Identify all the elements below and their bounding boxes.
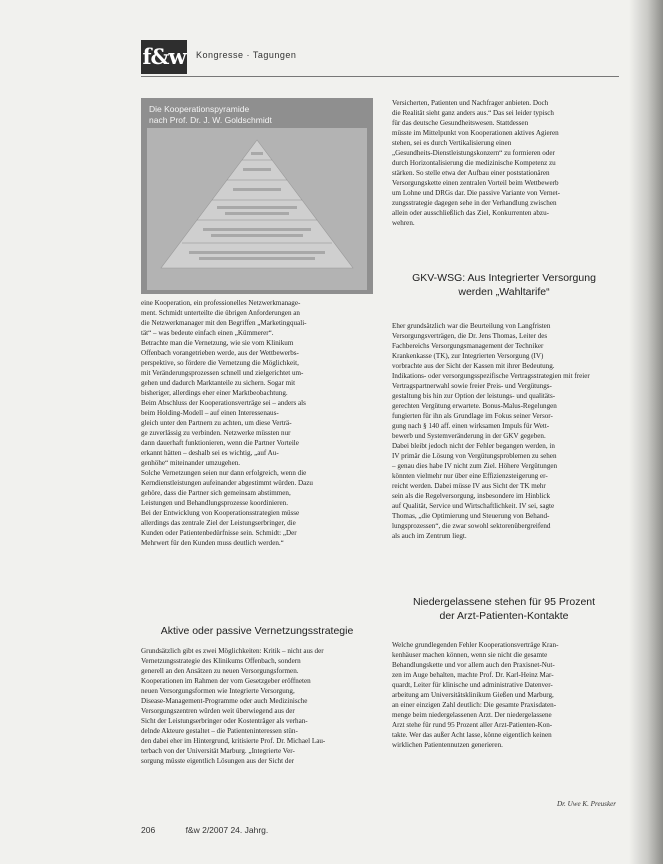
text-line: Versorgungszentren würden weit überwiegend aus der [141, 707, 295, 716]
text-line: „Gesundheits-Dienstleistungskonzern“ zu formieren oder [392, 149, 555, 158]
text-line: neuen Versorgungsformen wie Integrierte Versorgung, [141, 687, 295, 696]
subheading-niedergelassene: Niedergelassene stehen für 95 Prozent der Arzt-Patienten-Kontakte [412, 596, 596, 622]
text-line: vorbrachte aus der Sicht der Kassen mit ihrer Bedeutung. [392, 362, 555, 371]
text-line: Offenbach vorangetrieben werde, aus der Wettbewerbs- [141, 349, 299, 358]
text-line: perspektive, so fördere die Vernetzung die Möglichkeit, [141, 359, 299, 368]
text-line: allerdings das zentrale Ziel der Leistungserbringer, die [141, 519, 296, 528]
text-line: Solche Vernetzungen seien nur dann erfolgreich, wenn die [141, 469, 307, 478]
journal-issue: f&w 2/2007 24. Jahrg. [185, 825, 269, 835]
text-line: Dabei bleibt jedoch nicht der Fehler begangen werden, in [392, 442, 555, 451]
right-column-top-text [392, 98, 616, 228]
text-line: bewerb und Systemveränderung in der GKV gegeben. [392, 432, 546, 441]
header-divider [141, 76, 619, 77]
text-line: Mehrwert für den Kunden muss deutlich werden.“ [141, 539, 284, 548]
text-line: arbeitung am Universitätsklinikum Gießen und Marburg, [392, 691, 554, 700]
text-line: delnde Akteure gestaltet – die Patienteninteressen stün- [141, 727, 298, 736]
text-line: lungsprozessen“, die zwar sowohl sektorenübergreifend [392, 522, 551, 531]
text-line: Beim Abschluss der Kooperationsverträge sei – anders als [141, 399, 306, 408]
text-line: kenhäuser machen können, wenn sie nicht die gesamte [392, 651, 548, 660]
text-line: – genau dies habe IV nicht zum Ziel. Höhere Vergütungen [392, 462, 558, 471]
text-line: gehöre, dass die Partner sich gemeinsam abstimmen, [141, 489, 291, 498]
text-line: Versorgungsverträgen, die Dr. Jens Thomas, Leiter des [392, 332, 548, 341]
text-line: auf Qualität, Service und Wirtschaftlichkeit. IV sei, sagte [392, 502, 555, 511]
text-line: Disease-Management-Programme oder auch Medizinische [141, 697, 308, 706]
text-line: quardt, Leiter für klinische und administrative Datenver- [392, 681, 553, 690]
text-line: Vernetzungsstrategie des Klinikums Offenbach, sondern [141, 657, 301, 666]
text-line: Krankenkasse (TK), zur Integrierten Versorgung (IV) [392, 352, 544, 361]
text-line: gerechten Vergütung erwartete. Bonus-Malus-Regelungen [392, 402, 557, 411]
text-line: erkannt hätten – deshalb sei es wichtig, „auf Au- [141, 449, 279, 458]
text-line: ment. Schmidt unterteilte die übrigen Anforderungen an [141, 309, 300, 318]
text-line: für das deutsche Gesundheitswesen. Stattdessen [392, 119, 529, 128]
text-line: generell an den Ansätzen zu neuen Versorgungsformen. [141, 667, 299, 676]
text-line: Kerndienstleistungen aufeinander abgestimmt würden. Dazu [141, 479, 313, 488]
cooperation-pyramid-figure [141, 98, 373, 294]
text-line: Sicht der Leistungserbringer oder Kostenträger als verhan- [141, 717, 308, 726]
text-line: Thomas, „die Optimierung und Steuerung von Behand- [392, 512, 550, 521]
text-line: Behandlungskette und vor allem auch den Praxisnet-Nut- [392, 661, 555, 670]
text-line: Eher grundsätzlich war die Beurteilung von Langfristen [392, 322, 551, 330]
text-line: Leistungen und Behandlungsprozesse koordinieren. [141, 499, 288, 508]
text-line: Bei der Entwicklung von Kooperationsstrategien müsse [141, 509, 300, 518]
left-column-bottom-text [141, 646, 373, 766]
text-line: die Netzwerkmanager mit den Begriffen „Marketingquali- [141, 319, 307, 328]
text-line: gleich unter den Partnern zu achten, um diese Verträ- [141, 419, 292, 428]
text-line: fungierten für ihn als Grundlage im Fokus seiner Versor- [392, 412, 553, 421]
page-shadow [629, 0, 663, 864]
text-line: zen im Auge behalten, machte Prof. Dr. Karl-Heinz Mar- [392, 671, 554, 680]
text-line: beim Holding-Modell – auf einen Interessenaus- [141, 409, 279, 418]
text-line: Vertragspartnerwahl sowie freier Preis- und Vergütungs- [392, 382, 552, 391]
text-line: müsste im Mittelpunkt von Kooperationen aktives Agieren [392, 129, 559, 138]
subheading-gkv-wsg: GKV-WSG: Aus Integrierter Versorgung werden „Wahltarife“ [412, 272, 596, 298]
text-line: Kunden oder Patientenbedürfnisse sein. Schmidt: „Der [141, 529, 297, 538]
text-line: Arzt stehe für rund 95 Prozent aller Arzt-Patienten-Kon- [392, 721, 553, 730]
page-number: 206 [141, 825, 156, 835]
text-line: stärken. So stelle etwa der Aufbau einer poststationären [392, 169, 550, 178]
text-line: allein oder ausschließlich das Ziel, Konkurrenten abzu- [392, 209, 549, 218]
text-line: Welche grundlegenden Fehler Kooperationsverträge Kran- [392, 641, 559, 649]
text-line: terbach von der Universität Marburg. „Integrierte Ver- [141, 747, 295, 756]
text-line: Betrachte man die Vernetzung, wie sie vom Klinikum [141, 339, 294, 348]
text-line: menge beim niedergelassenen Arzt. Der niedergelassene [392, 711, 552, 720]
text-line: sein als die Regelversorgung, insbesondere im Hinblick [392, 492, 551, 501]
text-line: stehen, sei es durch Vertikalisierung einen [392, 139, 512, 148]
text-line: ge zuverlässig zu verbinden. Netzwerke müssten nur [141, 429, 291, 438]
text-line: takte. Wer das außer Acht lasse, könne eigentlich keinen [392, 731, 552, 740]
text-line: genhöhe“ miteinander umzugehen. [141, 459, 241, 468]
text-line: reicht werden. Dabei müsse IV aus Sicht der TK mehr [392, 482, 546, 491]
text-line: mit Veränderungsprozessen schnell und zielgerichtet um- [141, 369, 304, 378]
text-line: eine Kooperation, ein professionelles Netzwerkmanage- [141, 299, 301, 307]
text-line: durch Horizontalisierung die medizinische Kompetenz zu [392, 159, 556, 168]
text-line: dann dauerhaft funktionieren, wenn die Partner Vorteile [141, 439, 299, 448]
page-footer [141, 825, 296, 835]
text-line: um Lohne und DRGs dar. Die passive Variante von Vernet- [392, 189, 560, 198]
text-line: gestaltung bis hin zur Option der leistungs- und qualitäts- [392, 392, 556, 401]
text-line: wirklichen Patientennutzen generieren. [392, 741, 503, 750]
text-line: wehren. [392, 219, 415, 228]
text-line: könnten vielmehr nur über eine Effizienzsteigerung er- [392, 472, 548, 481]
text-line: Grundsätzlich gibt es zwei Möglichkeiten: Kritik – nicht aus der [141, 647, 324, 655]
text-line: tät“ – was bedeute einfach einen „Kümmerer“. [141, 329, 274, 338]
subheading-active-passive: Aktive oder passive Vernetzungsstrategie [160, 625, 354, 637]
text-line: gung nach § 140 aff. einen wirksamen Impuls für Wett- [392, 422, 550, 431]
text-line: sorgung müsste eigentlich Lösungen aus der Sicht der [141, 757, 294, 766]
text-line: Fachbereichs Versorgungsmanagement der Techniker [392, 342, 544, 351]
pyramid-graphic [141, 98, 373, 294]
text-line: Versicherten, Patienten und Nachfrager anbieten. Doch [392, 99, 549, 107]
right-column-bottom-text [392, 640, 616, 750]
text-line: Kooperationen im Rahmen der vom Gesetzgeber eröffneten [141, 677, 311, 686]
text-line: die Realität sieht ganz anders aus.“ Das sei leider typisch [392, 109, 554, 118]
figure-title: Die Kooperationspyramide nach Prof. Dr. J. W. Goldschmidt [149, 104, 272, 125]
left-column-top-text [141, 298, 373, 548]
text-line: gehen und dadurch Marktanteile zu sichern. Sogar mit [141, 379, 296, 388]
right-column-middle-text [392, 321, 616, 541]
text-line: bisheriger, allerdings eher einer Marktbeobachtung. [141, 389, 288, 398]
text-line: Indikations- oder versorgungsspezifische Vertragsstrategien mit freier [392, 372, 590, 381]
text-line: den dabei eher im Hintergrund, kritisierte Prof. Dr. Michael Lau- [141, 737, 326, 746]
section-header: Kongresse · Tagungen [196, 50, 297, 60]
author-signature: Dr. Uwe K. Preusker [556, 800, 616, 808]
text-line: IV primär die Lösung von Vergütungsproblemen zu sehen [392, 452, 557, 461]
fw-logo: f&w [141, 40, 187, 74]
text-line: zungsstrategie dagegen sehe in der Verhandlung zwischen [392, 199, 557, 208]
text-line: Versorgungskette einen zentralen Vorteil beim Wettbewerb [392, 179, 559, 188]
text-line: an einer einzigen Zahl deutlich: Die gesamte Praxisdaten- [392, 701, 557, 710]
text-line: als auch im Zentrum liegt. [392, 532, 467, 541]
